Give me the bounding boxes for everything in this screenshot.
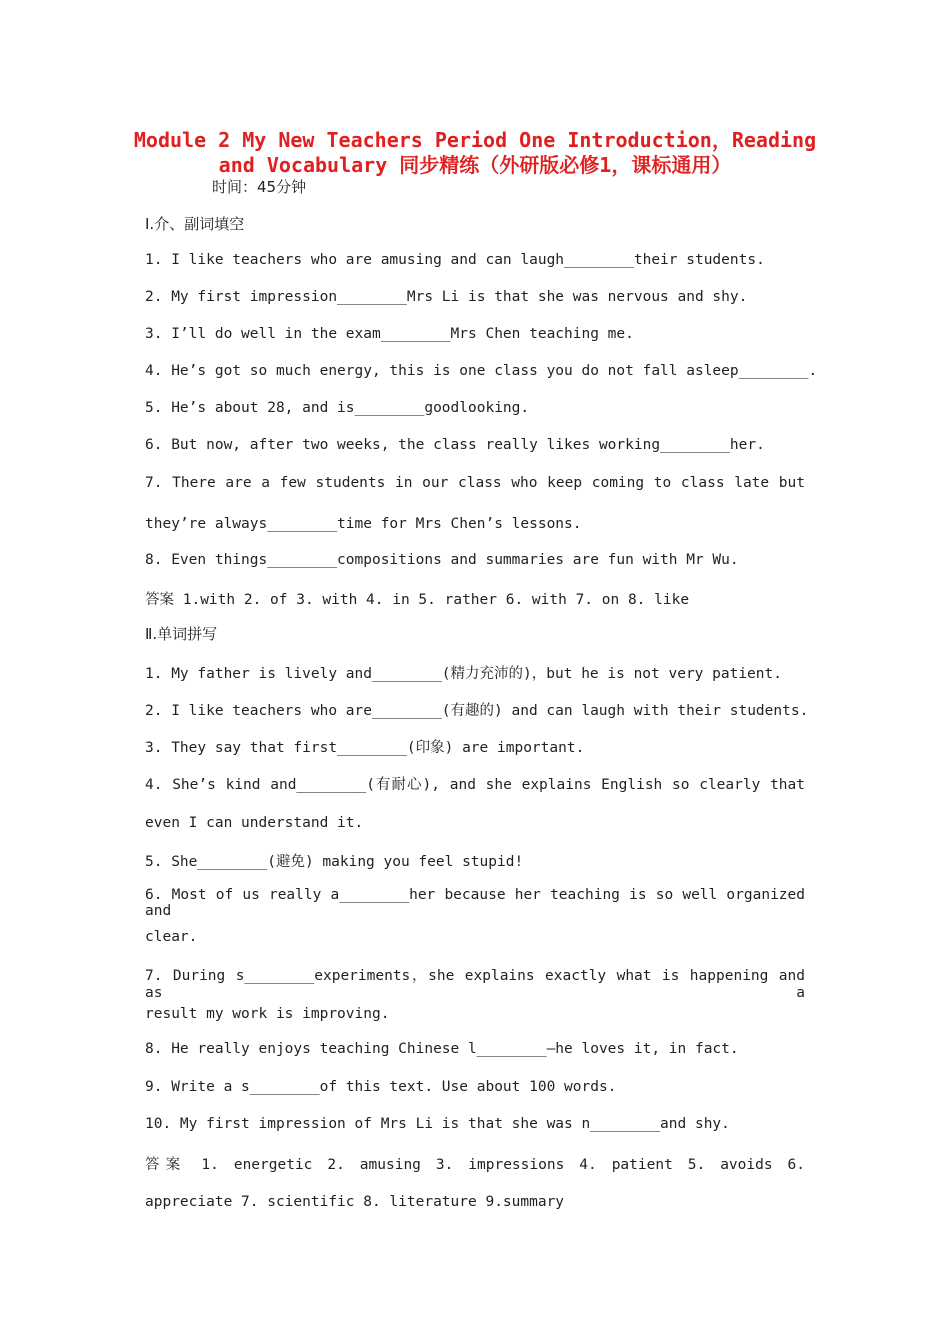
section-2-heading: Ⅱ.单词拼写 bbox=[145, 625, 218, 643]
question-line: 2. My first impression________Mrs Li is that she was nervous and shy. bbox=[145, 289, 748, 305]
question-line: 2. I like teachers who are________(有趣的) and can laugh with their students. bbox=[145, 703, 809, 719]
question-line: result my work is improving. bbox=[145, 1006, 390, 1022]
question-line: 8. He really enjoys teaching Chinese l________—he loves it, in fact. bbox=[145, 1041, 739, 1057]
title-line-1: Module 2 My New Teachers Period One Introduction，Reading bbox=[133, 128, 817, 152]
question-line: 6. Most of us really a________her because her teaching is so well organized and bbox=[145, 887, 805, 919]
question-line: 3. I’ll do well in the exam________Mrs Chen teaching me. bbox=[145, 326, 634, 342]
question-line: 7. During s________experiments，she explains exactly what is happening and as a bbox=[145, 968, 805, 1001]
question-line: 1. My father is lively and________(精力充沛的)，but he is not very patient. bbox=[145, 666, 782, 682]
question-line: 8. Even things________compositions and summaries are fun with Mr Wu. bbox=[145, 552, 739, 568]
question-line: 9. Write a s________of this text. Use about 100 words. bbox=[145, 1079, 617, 1095]
question-line: 6. But now, after two weeks, the class really likes working________her. bbox=[145, 437, 765, 453]
question-line: 10. My first impression of Mrs Li is that she was n________and shy. bbox=[145, 1116, 730, 1132]
answer-key: 答案 1. energetic 2. amusing 3. impressions 4. patient 5. avoids 6. bbox=[145, 1157, 805, 1173]
question-line: even I can understand it. bbox=[145, 815, 364, 831]
title-line-2: and Vocabulary 同步精练（外研版必修1，课标通用） bbox=[218, 153, 732, 177]
question-line: 7. There are a few students in our class who keep coming to class late but bbox=[145, 475, 805, 491]
question-line: 4. She’s kind and________(有耐心), and she explains English so clearly that bbox=[145, 777, 805, 793]
question-line: 4. He’s got so much energy, this is one class you do not fall asleep________. bbox=[145, 363, 818, 379]
question-line: 5. He’s about 28, and is________goodlooking. bbox=[145, 400, 530, 416]
question-line: they’re always________time for Mrs Chen’s lessons. bbox=[145, 516, 582, 532]
answer-key: 答案 1.with 2. of 3. with 4. in 5. rather 6. with 7. on 8. like bbox=[145, 592, 690, 608]
time-label: 时间：45分钟 bbox=[212, 178, 307, 196]
question-line: 1. I like teachers who are amusing and can laugh________their students. bbox=[145, 252, 765, 268]
question-line: clear. bbox=[145, 929, 198, 945]
answer-key: appreciate 7. scientific 8. literature 9.summary bbox=[145, 1194, 565, 1210]
section-1-heading: Ⅰ.介、副词填空 bbox=[145, 215, 245, 233]
question-line: 5. She________(避免) making you feel stupid! bbox=[145, 854, 524, 870]
question-line: 3. They say that first________(印象) are important. bbox=[145, 740, 585, 756]
